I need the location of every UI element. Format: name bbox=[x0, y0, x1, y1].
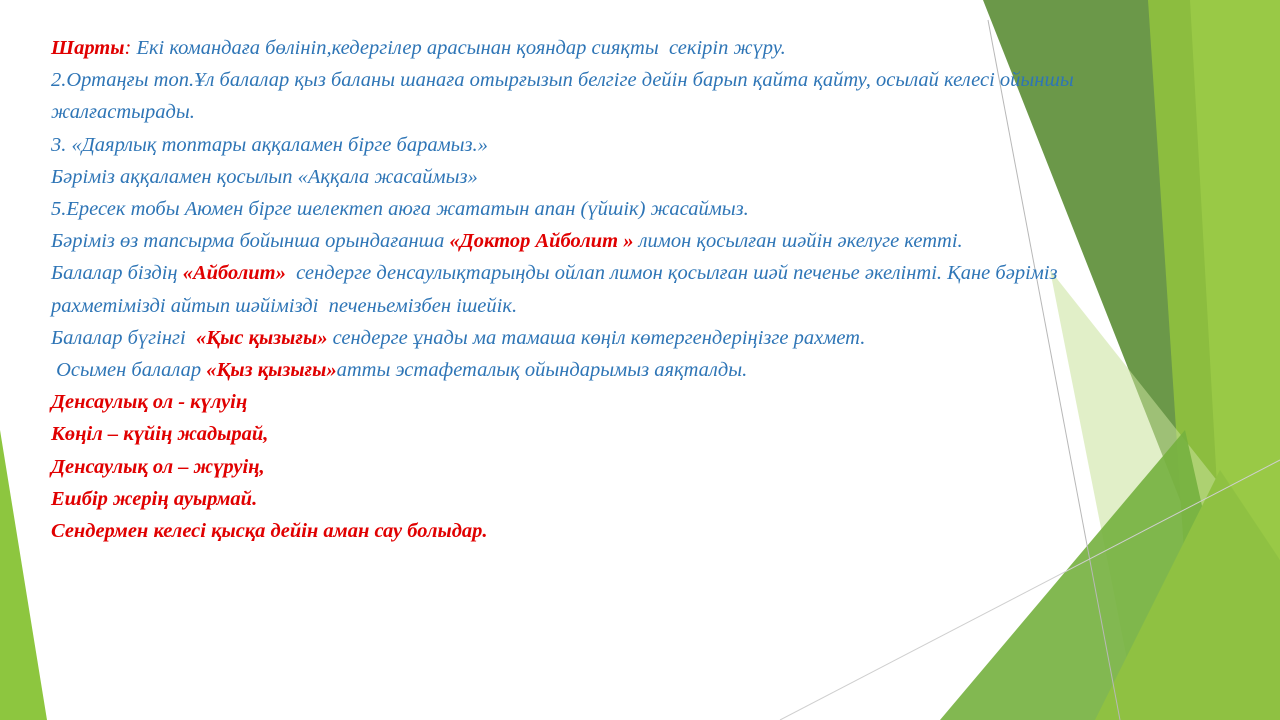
text-line-15 bbox=[51, 483, 1251, 515]
text-line-12 bbox=[51, 386, 1251, 418]
text-run: 5.Ересек тобы Аюмен бірге шелектеп аюға жататын апан (үйшік) жасаймыз. bbox=[51, 198, 749, 221]
text-line-13 bbox=[51, 418, 1251, 450]
text-run: Бәріміз аққаламен қосылып «Аққала жасаймыз» bbox=[51, 165, 478, 188]
left-green-shape bbox=[0, 430, 47, 720]
text-line-14 bbox=[51, 451, 1251, 483]
text-run: рахметімізді айтып шәйімізді печеньемізбен ішейік. bbox=[51, 294, 518, 317]
text-run: Бәріміз өз тапсырма бойынша орындағанша bbox=[51, 230, 450, 253]
text-run: «Қыс қызығы» bbox=[195, 326, 328, 349]
text-run: Екі командаға бөлініп,кедергілер арасынан қояндар сияқты секіріп жүру. bbox=[131, 37, 786, 59]
text-run: «Айболит» bbox=[182, 262, 286, 285]
text-run: Денсаулық ол - күлуің bbox=[51, 391, 248, 414]
text-run: Балалар бүгінгі bbox=[51, 326, 196, 349]
text-line-9 bbox=[51, 290, 1251, 322]
text-line-2 bbox=[51, 64, 1251, 96]
text-line-5 bbox=[51, 161, 1251, 193]
text-line-7 bbox=[51, 225, 1251, 257]
text-run: сендерге ұнады ма тамаша көңіл көтергендеріңізге рахмет. bbox=[327, 326, 866, 349]
text-run: Денсаулық ол – жүруің, bbox=[51, 455, 265, 478]
text-run: 2.Ортаңғы топ.Ұл балалар қыз баланы шанаға отырғызып белгіге дейін барып қайта қайту, осылай келесі ойыншы bbox=[51, 69, 1074, 92]
text-run: «Қыз қызығы» bbox=[206, 359, 337, 382]
text-run: 3. «Даярлық топтары аққаламен бірге барамыз.» bbox=[51, 133, 488, 156]
text-line-8 bbox=[51, 257, 1251, 289]
text-line-11 bbox=[51, 354, 1251, 386]
text-line-4 bbox=[51, 129, 1251, 161]
text-run: Ешбір жерің ауырмай. bbox=[51, 487, 258, 510]
text-line-16 bbox=[51, 515, 1251, 547]
text-line-3 bbox=[51, 96, 1251, 128]
slide-text-content bbox=[51, 32, 1251, 547]
text-run: Сендермен келесі қысқа дейін аман сау болыдар. bbox=[51, 520, 488, 543]
text-run: сендерге денсаулықтарыңды ойлап лимон қосылған шәй печенье әкелінті. Қане бәріміз bbox=[285, 262, 1058, 285]
text-run: : bbox=[124, 37, 132, 59]
text-run: «Доктор Айболит » bbox=[449, 230, 634, 253]
text-line-1 bbox=[51, 32, 1251, 64]
text-run: жалғастырады. bbox=[51, 101, 195, 124]
text-run: атты эстафеталық ойындарымыз аяқталды. bbox=[336, 359, 748, 382]
text-run: Көңіл – күйің жадырай, bbox=[51, 423, 269, 446]
text-line-10 bbox=[51, 322, 1251, 354]
text-run: Осымен балалар bbox=[51, 359, 207, 382]
text-line-6 bbox=[51, 193, 1251, 225]
text-run: лимон қосылған шәйін әкелуге кетті. bbox=[633, 230, 963, 253]
text-run: Балалар біздің bbox=[51, 262, 183, 285]
text-run: Шарты bbox=[51, 37, 125, 59]
